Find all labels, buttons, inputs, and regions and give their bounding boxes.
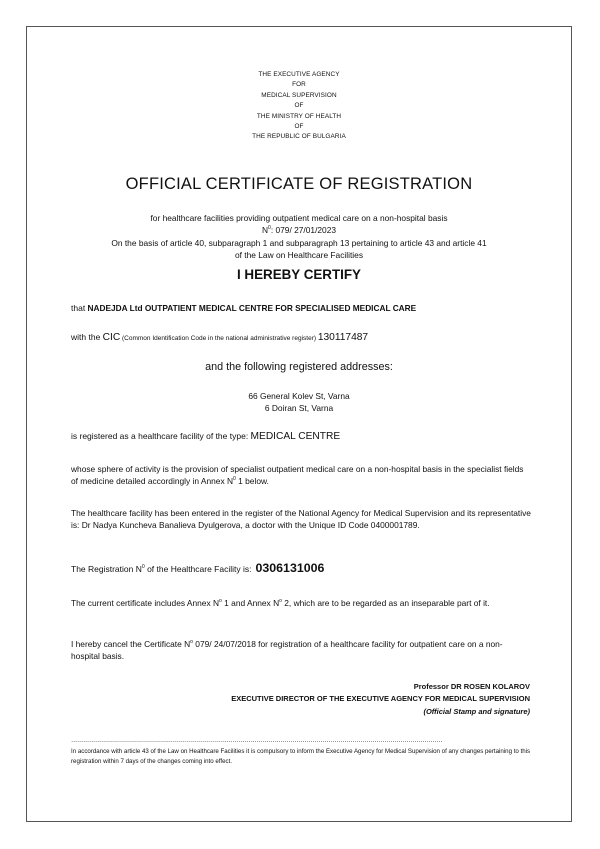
sphere-end: 1 below.: [235, 475, 269, 486]
cic-line: [71, 332, 531, 345]
cancel-part1: I hereby cancel the Certificate N: [71, 639, 191, 649]
dotted-separator: ……………………………………………………………………………………………………………………………………………………………………: [71, 737, 443, 744]
agency-line: OF: [294, 102, 304, 110]
registration-number: 0306131006: [255, 561, 325, 575]
cancel-part2: 079/ 24/07/2018 for registration of a healthcare facility for outpatient care on a non-hospital basis.: [71, 639, 503, 661]
subtitle-line: On the basis of article 40, subparagraph 1 and subparagraph 13 pertaining to article 43 and article 41: [111, 237, 487, 248]
agency-line: THE MINISTRY OF HEALTH: [256, 112, 342, 120]
cic-value: 130117487: [317, 332, 369, 343]
annex-part2: 1 and Annex N: [221, 598, 280, 608]
number-value: : 079/ 27/01/2023: [270, 225, 337, 236]
agency-line: MEDICAL SUPERVISION: [261, 91, 337, 99]
agency-line: THE EXECUTIVE AGENCY: [258, 71, 340, 78]
subtitle-line: of the Law on Healthcare Facilities: [234, 250, 364, 261]
number-sup: 0: [268, 225, 271, 232]
certificate-title: OFFICIAL CERTIFICATE OF REGISTRATION: [125, 175, 473, 193]
facility-type-line: [71, 431, 531, 443]
agency-line: FOR: [292, 81, 306, 89]
address-item: 66 General Kolev St, Varna: [248, 391, 350, 401]
facility-type: MEDICAL CENTRE: [250, 431, 341, 442]
cancel-paragraph: [71, 639, 531, 662]
sphere-text: whose sphere of activity is the provision of specialist outpatient medical care on a non-hospital basis in the specialist fields of medicine detailed accordingly in Annex N: [71, 464, 524, 486]
facility-name-line: [71, 303, 531, 315]
registration-suffix: of the Healthcare Facility is:: [144, 564, 252, 574]
certify-heading: I HEREBY CERTIFY: [236, 267, 361, 282]
cic-label: CIC: [102, 332, 121, 343]
address-list: [26, 390, 572, 415]
registration-sup: 0: [141, 564, 145, 571]
subtitle-line: for healthcare facilities providing outpatient medical care on a non-hospital basis: [150, 213, 448, 223]
register-paragraph: The healthcare facility has been entered in the register of the National Agency for Medical Supervision and its representative is: Dr Nadya Kuncheva Banalieva Dyulgerova, a doctor with the Unique ID Code 0400001789.: [71, 508, 531, 530]
agency-header: [26, 70, 572, 143]
facility-name: NADEJDA Ltd OUTPATIENT MEDICAL CENTRE FOR SPECIALISED MEDICAL CARE: [87, 303, 417, 313]
address-item: 6 Doiran St, Varna: [264, 403, 334, 414]
sphere-paragraph: [71, 464, 531, 487]
cancel-sup: o: [190, 639, 193, 646]
number-prefix: N: [261, 225, 269, 236]
cic-note: (Common Identification Code in the national administrative register): [120, 335, 318, 342]
that-text: that: [71, 303, 88, 313]
annex-part3: 2, which are to be regarded as an inseparable part of it.: [281, 598, 490, 608]
certificate-number: [26, 224, 572, 236]
registration-line: [71, 563, 531, 576]
addresses-heading: and the following registered addresses:: [205, 361, 393, 373]
signature-block: [71, 681, 530, 718]
sphere-sup: 0: [233, 475, 236, 482]
signatory-name: Professor DR ROSEN KOLAROV: [413, 682, 530, 691]
annex-part1: The current certificate includes Annex N: [71, 598, 220, 608]
agency-line: THE REPUBLIC OF BULGARIA: [252, 133, 346, 141]
type-prefix: is registered as a healthcare facility of the type:: [71, 431, 251, 441]
registration-prefix: The Registration N: [71, 564, 142, 574]
footnote: In accordance with article 43 of the Law on Healthcare Facilities it is compulsory to inform the Executive Agency for Medical Supervision of any changes pertaining to this registration within 7 days of the changes coming into effect.: [71, 748, 531, 765]
annex-sup2: o: [279, 598, 282, 605]
annex-paragraph: [71, 598, 531, 610]
certificate-subtitle: [26, 212, 572, 262]
agency-line: OF: [294, 123, 304, 131]
annex-sup1: o: [219, 598, 222, 605]
signatory-position: EXECUTIVE DIRECTOR OF THE EXECUTIVE AGENCY FOR MEDICAL SUPERVISION: [231, 694, 530, 704]
cic-prefix: with the: [71, 332, 103, 342]
stamp-note: (Official Stamp and signature): [423, 706, 530, 716]
